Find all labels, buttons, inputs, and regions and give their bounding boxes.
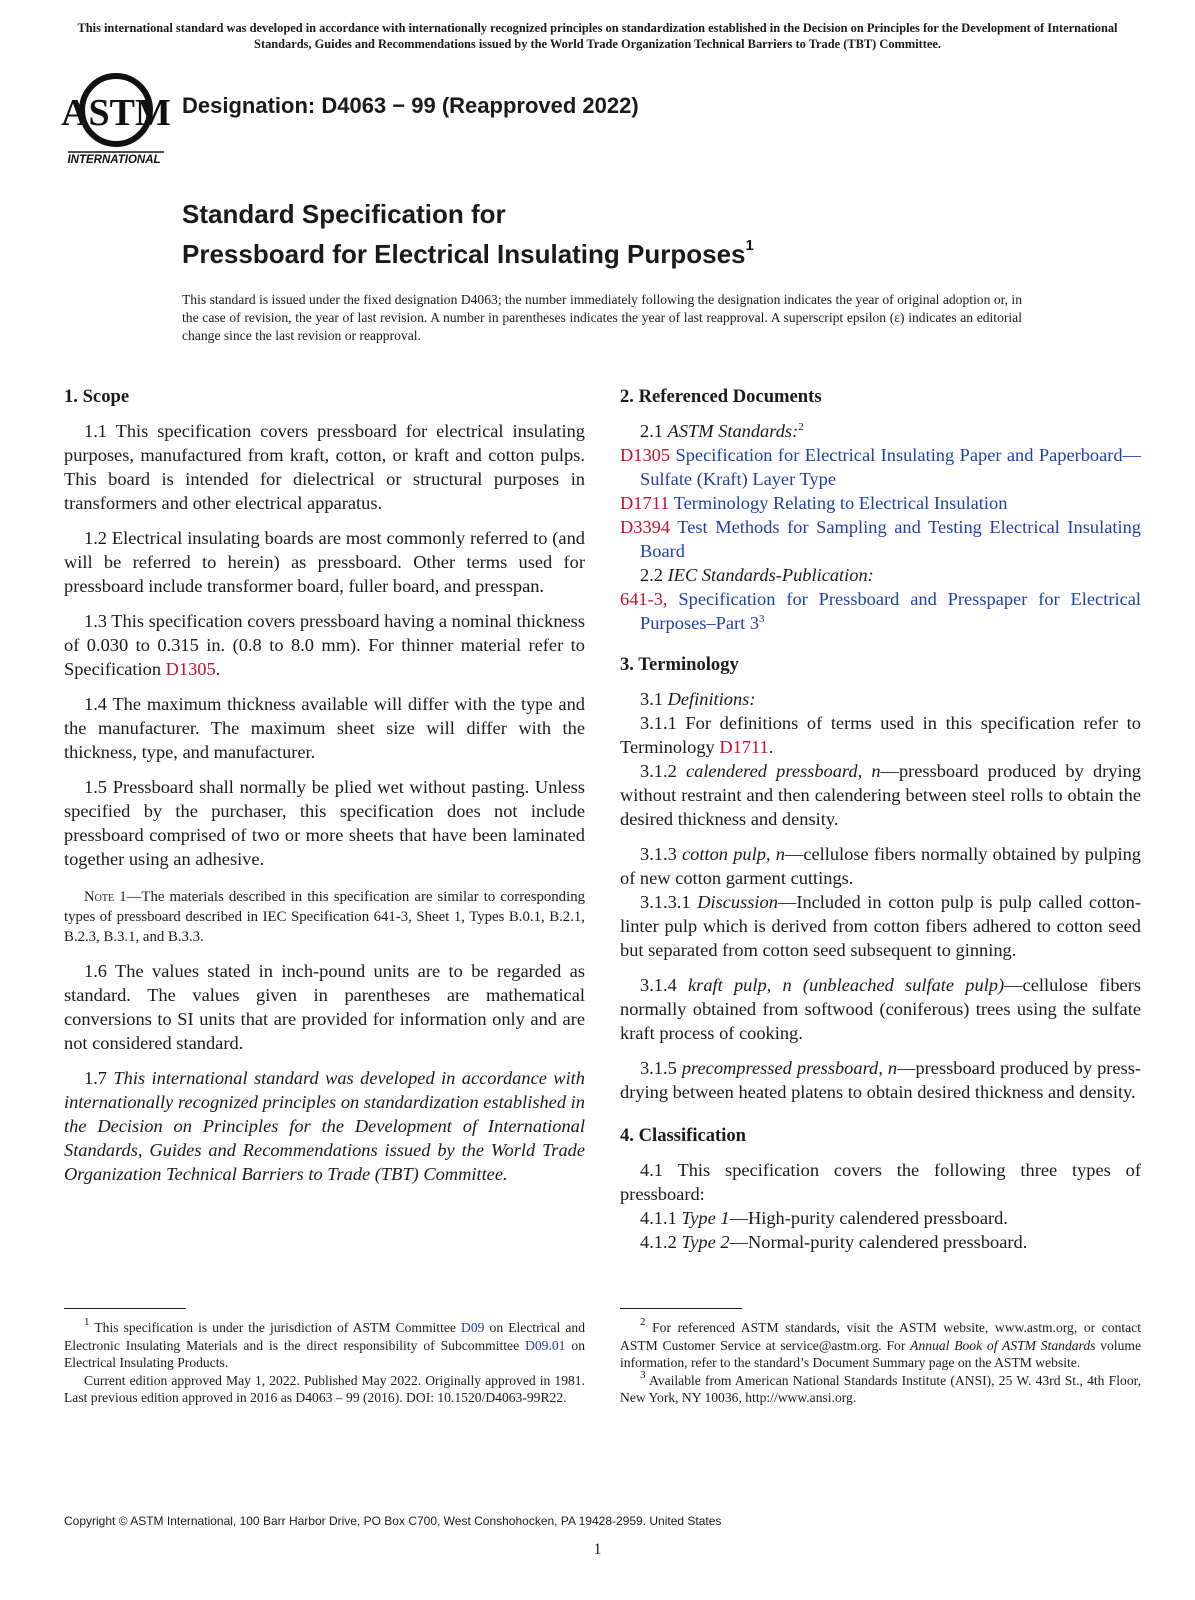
term-3-1-3: 3.1.3 cotton pulp, n—cellulose fibers normally obtained by pulping of new cotton garment cuttings. (620, 844, 1141, 888)
iec-standards-label: 2.2 IEC Standards-Publication: (640, 565, 874, 585)
term-3-1-1: 3.1.1 For definitions of terms used in this specification refer to Terminology D1711. (620, 713, 1141, 757)
note-label: Note 1 (84, 889, 127, 905)
page-number: 1 (593, 1541, 602, 1558)
terminology-heading: 3. Terminology (620, 654, 739, 675)
ref-d3394[interactable]: D3394 Test Methods for Sampling and Testing Electrical Insulating Board (620, 517, 1141, 561)
class-4-1-1: 4.1.1 Type 1—High-purity calendered pressboard. (640, 1208, 1008, 1228)
scope-1-6: 1.6 The values stated in inch-pound units are to be regarded as standard. The values given in parentheses are mathematical conversions to SI units that are provided for information only and are not considered standard. (64, 961, 585, 1053)
left-column (64, 385, 585, 1186)
copyright: Copyright © ASTM International, 100 Barr Harbor Drive, PO Box C700, West Conshohocken, PA 19428-2959. United States (64, 1514, 722, 1528)
document-title (182, 198, 754, 270)
astm-standards-label: 2.1 ASTM Standards:$^2$ (640, 421, 804, 441)
scope-1-7: 1.7 This international standard was developed in accordance with internationally recognized principles on standardization established in the Decision on Principles for the Development of International Standards, Guides and Recommendations issued by the World Trade Organization Technical Barriers to Trade (TBT) Committee. (64, 1068, 585, 1184)
link-d1305[interactable]: D1305 (165, 659, 216, 679)
link-d09[interactable]: D09 (461, 1320, 485, 1335)
link-d09-01[interactable]: D09.01 (525, 1337, 566, 1353)
term-3-1-5: 3.1.5 precompressed pressboard, n—pressboard produced by press-drying between heated platens to obtain desired thickness and density. (620, 1058, 1141, 1102)
scope-1-4: 1.4 The maximum thickness available will differ with the type and the manufacturer. The maximum sheet size will differ with the thickness, type, and manufacturer. (64, 694, 585, 762)
ref-iec-641-3[interactable]: 641-3, Specification for Pressboard and Presspaper for Electrical Purposes–Part $3^3$ (620, 589, 1141, 633)
note-1: Note 1—The materials described in this specification are similar to corresponding types of pressboard described in IEC Specification 641-3, Sheet 1, Types B.0.1, B.2.1, B.2.3, B.3.1, and B.3.3. (64, 889, 585, 945)
top-notice: This international standard was developed in accordance with internationally recognized principles on standardization established in the Decision on Principles for the Development of International Standards, Guides and Recommendations issued by the World Trade Organization Technical Barriers to Trade (TBT) Committee. (77, 21, 1118, 51)
astm-logo (60, 68, 172, 166)
title-line-2: Pressboard for Electrical Insulating Purposes$^1$ (182, 237, 754, 269)
logo-text: ASTM (61, 92, 171, 134)
ref-d1305[interactable]: D1305 Specification for Electrical Insulating Paper and Paperboard—Sulfate (Kraft) Layer Type (620, 445, 1141, 489)
footnote-rule-left (64, 1308, 186, 1309)
scope-heading: 1. Scope (64, 386, 130, 407)
link-d1711[interactable]: D1711 (719, 737, 769, 757)
ref-d1711[interactable]: D1711 Terminology Relating to Electrical Insulation (620, 493, 1008, 513)
scope-1-1: 1.1 This specification covers pressboard for electrical insulating purposes, manufactured from kraft, cotton, or kraft and cotton pulps. This board is intended for dielectrical or structural purposes in transformers and other electrical apparatus. (64, 421, 585, 513)
footnotes-left (64, 1316, 586, 1407)
footnote-2: $^2$ For referenced ASTM standards, visit the ASTM website, www.astm.org, or contact ASTM Customer Service at service@astm.org. For Annual Book of ASTM Standards volume information, refer to the standard’s Document Summary page on the ASTM website. (620, 1316, 1141, 1370)
right-column (620, 385, 1141, 1254)
scope-1-2: 1.2 Electrical insulating boards are most commonly referred to (and will be referred to herein) as pressboard. Other terms used for pressboard include transformer board, fuller board, and presspan. (64, 528, 585, 596)
astm-logo-mark (60, 68, 172, 166)
issue-note: This standard is issued under the fixed designation D4063; the number immediately following the designation indicates the year of original adoption or, in the case of revision, the year of last revision. A number in parentheses indicates the year of last reapproval. A superscript epsilon (ε) indicates an editorial change since the last revision or reapproval. (182, 292, 1022, 343)
term-3-1-3-1: 3.1.3.1 Discussion—Included in cotton pulp is pulp called cotton-linter pulp which is derived from cotton fibers adhered to cotton seed but separated from cotton seed subsequent to ginning. (620, 892, 1141, 960)
title-line-1: Standard Specification for (182, 199, 506, 229)
term-3-1-4: 3.1.4 kraft pulp, n (unbleached sulfate pulp)—cellulose fibers normally obtained from softwood (coniferous) trees using the sulfate kraft process of cooking. (620, 975, 1141, 1043)
footnotes-right (620, 1316, 1141, 1407)
footnote-1: $^1$ This specification is under the jurisdiction of ASTM Committee D09 on Electrical and Electronic Insulating Materials and is the direct responsibility of Subcommittee D09.01 on Electrical Insulating Products. (64, 1316, 586, 1370)
footnote-3: $^3$ Available from American National Standards Institute (ANSI), 25 W. 43rd St., 4th Floor, New York, NY 10036, http://www.ansi.org. (620, 1368, 1141, 1405)
scope-1-3: 1.3 This specification covers pressboard having a nominal thickness of 0.030 to 0.315 in. (0.8 to 8.0 mm). For thinner material refer to Specification D1305. (64, 611, 585, 679)
designation: Designation: D4063 − 99 (Reapproved 2022) (182, 93, 639, 118)
definitions-label: 3.1 Definitions: (640, 689, 756, 709)
classification-heading: 4. Classification (620, 1125, 747, 1146)
title-footnote-mark: 1 (745, 237, 754, 254)
footnote-rule-right (620, 1308, 742, 1309)
footnote-1-edition: Current edition approved May 1, 2022. Published May 2022. Originally approved in 1981. Last previous edition approved in 2016 as D4063 – 99 (2016). DOI: 10.1520/D4063-99R22. (64, 1372, 585, 1405)
logo-subtext: INTERNATIONAL (67, 154, 161, 166)
term-3-1-2: 3.1.2 calendered pressboard, n—pressboard produced by drying without restraint and then calendering between steel rolls to obtain the desired thickness and density. (620, 761, 1141, 829)
class-4-1: 4.1 This specification covers the following three types of pressboard: (620, 1160, 1141, 1204)
referenced-documents-heading: 2. Referenced Documents (620, 386, 822, 407)
class-4-1-2: 4.1.2 Type 2—Normal-purity calendered pressboard. (640, 1232, 1028, 1252)
scope-1-5: 1.5 Pressboard shall normally be plied wet without pasting. Unless specified by the purchaser, this specification does not include pressboard comprised of two or more sheets that have been laminated together using an adhesive. (64, 777, 585, 869)
